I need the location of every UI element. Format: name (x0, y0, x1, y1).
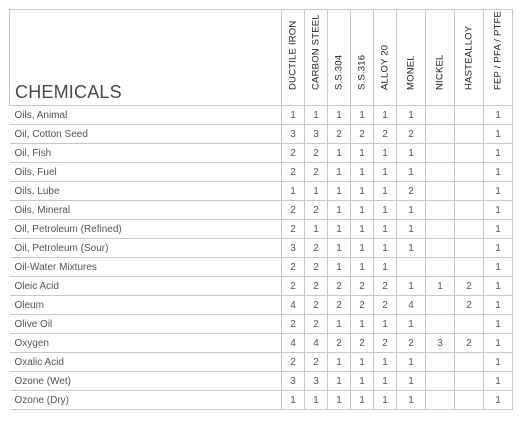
rating-cell: 2 (282, 315, 305, 334)
column-header-label: DUCTILE IRON (287, 20, 299, 90)
column-header-label: HASTEALLOY (463, 25, 475, 90)
rating-cell: 3 (282, 372, 305, 391)
rating-cell: 3 (305, 372, 328, 391)
chemical-name: Oils, Lube (10, 182, 282, 201)
chemical-name: Oils, Mineral (10, 201, 282, 220)
rating-cell (455, 220, 484, 239)
rating-cell: 1 (484, 296, 513, 315)
column-header-label: S.S.304 (333, 54, 345, 90)
rating-cell: 1 (351, 258, 374, 277)
chemical-name: Oleic Acid (10, 277, 282, 296)
chemical-compatibility-table (9, 9, 513, 410)
rating-cell (455, 106, 484, 125)
rating-cell: 1 (351, 182, 374, 201)
rating-cell: 2 (374, 277, 397, 296)
rating-cell (426, 163, 455, 182)
rating-cell: 2 (455, 334, 484, 353)
chemical-name: Oil, Petroleum (Refined) (10, 220, 282, 239)
chemical-name: Oil, Cotton Seed (10, 125, 282, 144)
table-row (10, 258, 513, 277)
column-header-label: ALLOY 20 (379, 44, 391, 90)
rating-cell: 3 (282, 239, 305, 258)
table-row (10, 334, 513, 353)
rating-cell: 2 (328, 125, 351, 144)
rating-cell (426, 201, 455, 220)
rating-cell: 1 (305, 182, 328, 201)
rating-cell: 1 (351, 144, 374, 163)
rating-cell: 1 (351, 201, 374, 220)
rating-cell: 2 (328, 296, 351, 315)
rating-cell: 1 (374, 201, 397, 220)
rating-cell: 1 (484, 125, 513, 144)
rating-cell: 2 (397, 182, 426, 201)
rating-cell: 1 (397, 277, 426, 296)
rating-cell: 1 (374, 391, 397, 410)
rating-cell: 2 (374, 334, 397, 353)
rating-cell (455, 163, 484, 182)
rating-cell: 1 (484, 372, 513, 391)
rating-cell: 3 (282, 125, 305, 144)
rating-cell: 4 (305, 334, 328, 353)
rating-cell: 1 (328, 201, 351, 220)
rating-cell: 1 (351, 391, 374, 410)
column-header-label: CARBON STEEL (310, 14, 322, 90)
rating-cell: 1 (397, 239, 426, 258)
rating-cell: 1 (484, 106, 513, 125)
rating-cell (426, 182, 455, 201)
column-header-label: S.S.316 (356, 54, 368, 90)
column-header (374, 10, 397, 106)
chemical-name: Oils, Fuel (10, 163, 282, 182)
rating-cell (455, 201, 484, 220)
table-row (10, 239, 513, 258)
rating-cell: 1 (328, 315, 351, 334)
rating-cell: 1 (397, 315, 426, 334)
rating-cell (426, 353, 455, 372)
rating-cell: 2 (397, 125, 426, 144)
rating-cell: 1 (328, 353, 351, 372)
table-row (10, 220, 513, 239)
table-body (10, 106, 513, 410)
rating-cell: 2 (305, 201, 328, 220)
chemical-name: Oils, Animal (10, 106, 282, 125)
column-header (397, 10, 426, 106)
rating-cell: 2 (282, 220, 305, 239)
column-header (426, 10, 455, 106)
table-row (10, 353, 513, 372)
rating-cell (455, 182, 484, 201)
rating-cell (426, 106, 455, 125)
table-header-row (10, 10, 513, 106)
rating-cell: 2 (305, 277, 328, 296)
rating-cell: 1 (351, 220, 374, 239)
rating-cell: 1 (351, 315, 374, 334)
rating-cell (426, 220, 455, 239)
rating-cell: 1 (374, 220, 397, 239)
rating-cell: 1 (282, 106, 305, 125)
rating-cell: 4 (282, 334, 305, 353)
rating-cell: 1 (351, 372, 374, 391)
rating-cell: 1 (397, 106, 426, 125)
rating-cell (455, 372, 484, 391)
rating-cell (455, 258, 484, 277)
rating-cell: 2 (351, 277, 374, 296)
column-header-label: NICKEL (434, 54, 446, 90)
rating-cell: 1 (328, 391, 351, 410)
rating-cell: 1 (282, 391, 305, 410)
rating-cell: 1 (328, 144, 351, 163)
table-row (10, 125, 513, 144)
rating-cell: 2 (282, 258, 305, 277)
rating-cell: 1 (397, 201, 426, 220)
rating-cell: 1 (305, 220, 328, 239)
rating-cell: 1 (374, 239, 397, 258)
rating-cell: 1 (484, 201, 513, 220)
rating-cell: 1 (484, 315, 513, 334)
column-header (282, 10, 305, 106)
rating-cell: 1 (484, 182, 513, 201)
table-row (10, 106, 513, 125)
rating-cell: 1 (397, 353, 426, 372)
rating-cell: 1 (397, 163, 426, 182)
rating-cell: 1 (484, 220, 513, 239)
rating-cell (455, 315, 484, 334)
rating-cell: 1 (397, 372, 426, 391)
rating-cell: 1 (328, 163, 351, 182)
table-row (10, 315, 513, 334)
rating-cell: 2 (328, 334, 351, 353)
rating-cell: 2 (351, 125, 374, 144)
chemical-name: Ozone (Wet) (10, 372, 282, 391)
rating-cell: 1 (397, 220, 426, 239)
rating-cell: 1 (374, 315, 397, 334)
rating-cell: 1 (328, 258, 351, 277)
rating-cell: 1 (328, 372, 351, 391)
chemical-name: Oxalic Acid (10, 353, 282, 372)
rating-cell: 2 (351, 296, 374, 315)
rating-cell: 2 (305, 163, 328, 182)
rating-cell: 2 (455, 277, 484, 296)
column-header (328, 10, 351, 106)
rating-cell: 1 (328, 106, 351, 125)
rating-cell: 2 (374, 125, 397, 144)
rating-cell: 4 (282, 296, 305, 315)
table-title-cell (10, 10, 282, 106)
rating-cell: 2 (455, 296, 484, 315)
rating-cell (455, 144, 484, 163)
rating-cell: 2 (305, 353, 328, 372)
rating-cell: 4 (397, 296, 426, 315)
rating-cell: 1 (374, 258, 397, 277)
table-row (10, 201, 513, 220)
rating-cell (426, 315, 455, 334)
rating-cell: 1 (305, 391, 328, 410)
table-row (10, 182, 513, 201)
rating-cell: 2 (282, 144, 305, 163)
rating-cell: 1 (426, 277, 455, 296)
rating-cell: 1 (282, 182, 305, 201)
rating-cell: 2 (282, 277, 305, 296)
rating-cell: 1 (351, 353, 374, 372)
rating-cell (455, 353, 484, 372)
rating-cell: 1 (374, 353, 397, 372)
rating-cell: 2 (305, 258, 328, 277)
rating-cell (426, 125, 455, 144)
rating-cell: 2 (282, 201, 305, 220)
table-title: CHEMICALS (15, 82, 122, 102)
rating-cell: 2 (305, 315, 328, 334)
chemical-name: Oil, Petroleum (Sour) (10, 239, 282, 258)
rating-cell: 2 (305, 296, 328, 315)
rating-cell: 1 (374, 372, 397, 391)
rating-cell: 1 (328, 182, 351, 201)
rating-cell (455, 239, 484, 258)
rating-cell: 1 (374, 106, 397, 125)
rating-cell: 2 (282, 353, 305, 372)
rating-cell: 1 (397, 144, 426, 163)
chemical-name: Oxygen (10, 334, 282, 353)
rating-cell: 2 (397, 334, 426, 353)
column-header (484, 10, 513, 106)
rating-cell (426, 296, 455, 315)
chemical-name: Ozone (Dry) (10, 391, 282, 410)
column-header (455, 10, 484, 106)
rating-cell: 1 (305, 106, 328, 125)
rating-cell: 1 (351, 106, 374, 125)
rating-cell: 1 (351, 239, 374, 258)
rating-cell: 1 (328, 220, 351, 239)
table-row (10, 391, 513, 410)
rating-cell: 1 (374, 163, 397, 182)
rating-cell: 2 (351, 334, 374, 353)
rating-cell (426, 391, 455, 410)
rating-cell: 1 (484, 277, 513, 296)
chemical-name: Olive Oil (10, 315, 282, 334)
rating-cell: 1 (328, 239, 351, 258)
column-header-label: MONEL (405, 55, 417, 90)
chemical-name: Oil, Fish (10, 144, 282, 163)
rating-cell (426, 258, 455, 277)
rating-cell: 3 (426, 334, 455, 353)
rating-cell (426, 372, 455, 391)
rating-cell: 1 (484, 258, 513, 277)
rating-cell (397, 258, 426, 277)
column-header (351, 10, 374, 106)
table-row (10, 144, 513, 163)
column-header (305, 10, 328, 106)
rating-cell: 1 (484, 239, 513, 258)
table-row (10, 296, 513, 315)
rating-cell: 1 (484, 334, 513, 353)
rating-cell: 2 (282, 163, 305, 182)
table-row (10, 163, 513, 182)
rating-cell: 1 (351, 163, 374, 182)
rating-cell: 1 (484, 391, 513, 410)
chemical-name: Oleum (10, 296, 282, 315)
rating-cell: 1 (374, 144, 397, 163)
rating-cell: 2 (374, 296, 397, 315)
chemical-name: Oil-Water Mixtures (10, 258, 282, 277)
rating-cell: 2 (305, 144, 328, 163)
rating-cell: 3 (305, 125, 328, 144)
rating-cell: 1 (374, 182, 397, 201)
rating-cell: 1 (484, 353, 513, 372)
table-row (10, 277, 513, 296)
rating-cell (426, 144, 455, 163)
rating-cell (455, 391, 484, 410)
rating-cell: 2 (328, 277, 351, 296)
rating-cell: 1 (484, 144, 513, 163)
rating-cell (455, 125, 484, 144)
rating-cell: 2 (305, 239, 328, 258)
rating-cell: 1 (397, 391, 426, 410)
table-row (10, 372, 513, 391)
rating-cell (426, 239, 455, 258)
rating-cell: 1 (484, 163, 513, 182)
column-header-label: FEP / PFA / PTFE (492, 10, 504, 90)
